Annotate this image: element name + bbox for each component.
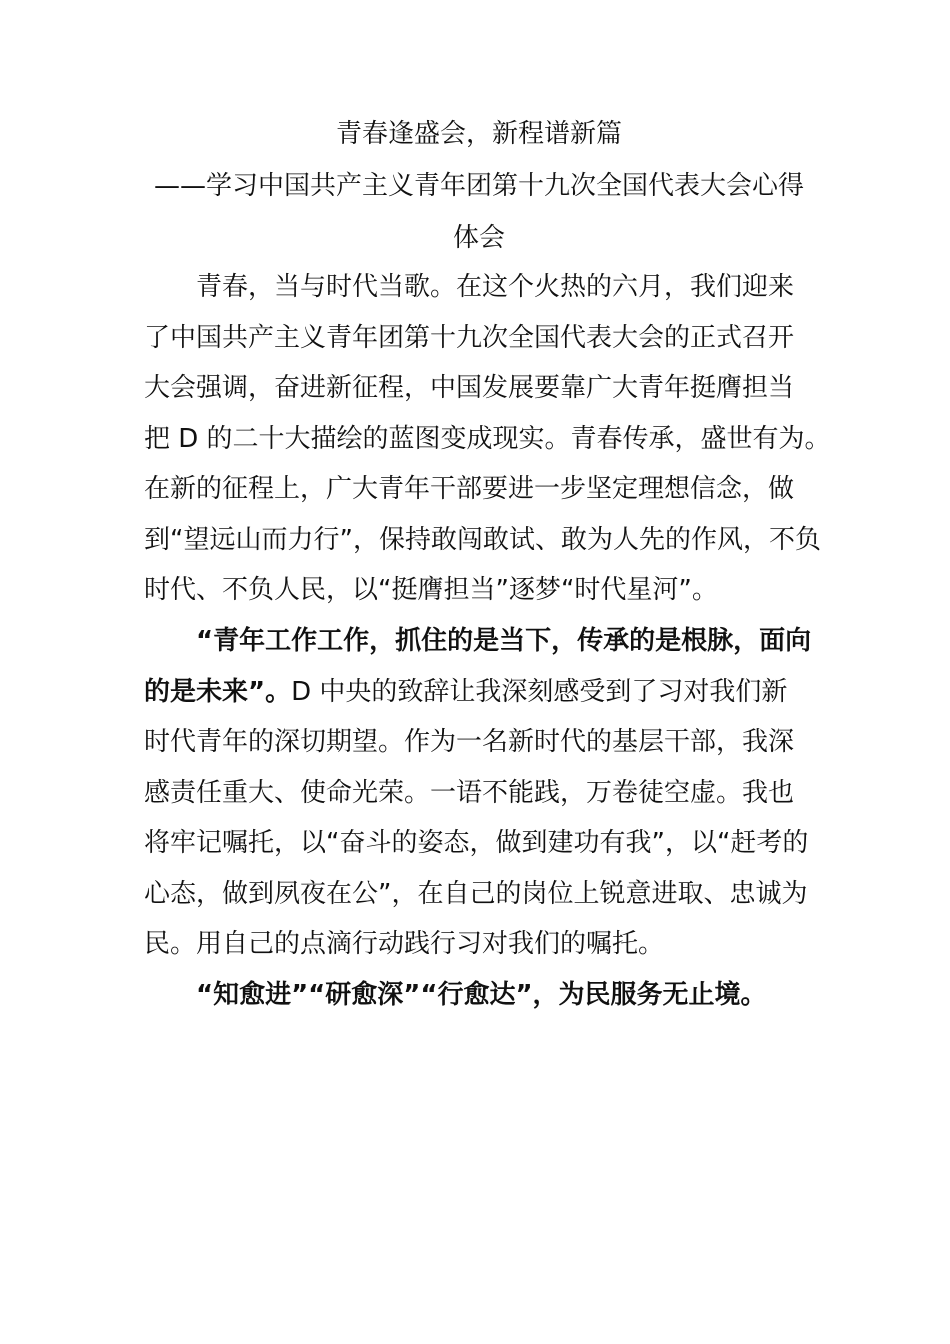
section-heading	[144, 970, 814, 1021]
paragraph-2-line: 将牢记嘱托，以“奋斗的姿态，做到建功有我”，以“赶考的	[144, 828, 809, 858]
paragraph-1-line: 把 D 的二十大描绘的蓝图变成现实。青春传承，盛世有为。	[144, 423, 831, 454]
document-title	[144, 108, 814, 264]
paragraph-2-line: 感责任重大、使命光荣。一语不能践，万卷徒空虚。我也	[144, 777, 795, 808]
section-heading-text: “知愈进”“研愈深”“行愈达”，为民服务无止境。	[196, 980, 767, 1010]
paragraph-2-bold-quote-end: 的是未来”。	[144, 676, 292, 707]
paragraph-1-line: 大会强调，奋进新征程，中国发展要靠广大青年挺膺担当	[144, 373, 795, 403]
paragraph-2-bold-quote: “青年工作工作，抓住的是当下，传承的是根脉，面向	[196, 626, 812, 656]
paragraph-1-line: 了中国共产主义青年团第十九次全国代表大会的正式召开	[144, 322, 795, 353]
title-subtitle: ——学习中国共产主义青年团第十九次全国代表大会心得	[153, 171, 804, 201]
paragraph-1-line: 在新的征程上，广大青年干部要进一步坚定理想信念，做	[144, 474, 795, 504]
paragraph-2	[144, 616, 814, 970]
paragraph-2-line: 民。用自己的点滴行动践行习对我们的嘱托。	[144, 929, 665, 959]
paragraph-1-line: 时代、不负人民，以“挺膺担当”逐梦“时代星河”。	[144, 575, 718, 605]
paragraph-1	[144, 262, 831, 616]
paragraph-1-line: 到“望远山而力行”，保持敢闯敢试、敢为人先的作风，不负	[144, 524, 821, 555]
paragraph-2-line	[144, 667, 814, 718]
paragraph-1-line: 青春，当与时代当歌。在这个火热的六月，我们迎来	[196, 272, 795, 302]
title-main: 青春逢盛会，新程谱新篇	[335, 119, 622, 149]
paragraph-2-line: 时代青年的深切期望。作为一名新时代的基层干部，我深	[144, 727, 795, 757]
paragraph-2-text: D 中央的致辞让我深刻感受到了习对我们新	[291, 676, 788, 707]
title-subtitle-continued: 体会	[452, 223, 505, 253]
paragraph-2-line: 心态，做到夙夜在公”，在自己的岗位上锐意进取、忠诚为	[144, 878, 808, 909]
